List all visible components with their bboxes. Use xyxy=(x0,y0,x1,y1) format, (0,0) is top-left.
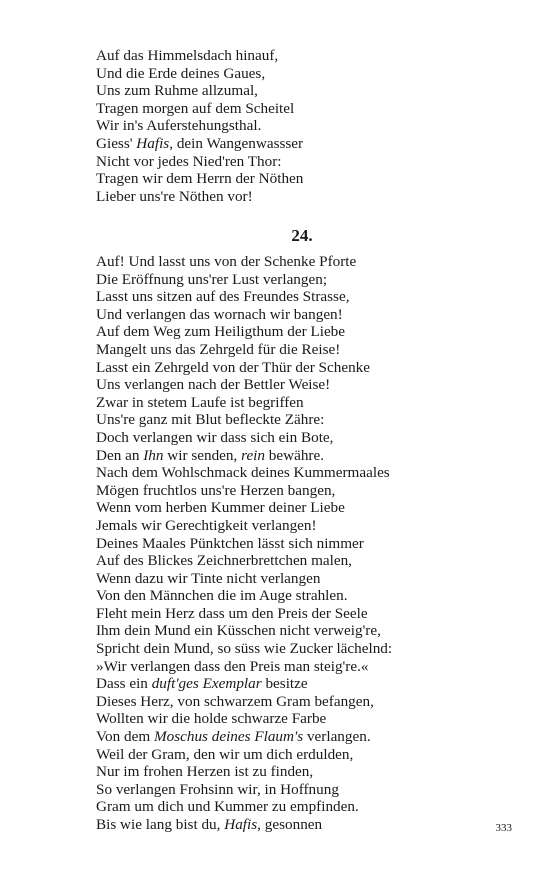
poem-line xyxy=(96,605,496,623)
poem-line-italic-text: duft'ges Exemplar xyxy=(151,675,262,693)
poem-line-text: bewähre. xyxy=(265,446,325,464)
poem-line xyxy=(96,517,496,535)
poem-line-text: Uns verlangen nach der Bettler Weise! xyxy=(96,376,331,394)
poem-line-text: Ihm dein Mund ein Küsschen nicht verweig're, xyxy=(96,622,381,640)
poem-line xyxy=(96,535,496,553)
poem-line xyxy=(96,763,496,781)
poem-line xyxy=(96,728,496,746)
poem-line xyxy=(96,816,496,834)
poem-line xyxy=(96,188,496,206)
poem-line-text: Lasst ein Zehrgeld von der Thür der Schenke xyxy=(96,358,370,376)
poem-line xyxy=(96,429,496,447)
poem-line xyxy=(96,693,496,711)
poem-line-text: Tragen wir dem Herrn der Nöthen xyxy=(96,170,304,188)
poem-line-text: Den an xyxy=(96,446,144,464)
poem-number-heading: 24. xyxy=(291,226,313,245)
poem-line xyxy=(96,552,496,570)
poem-line-text: Von dem xyxy=(96,728,154,746)
poem-line xyxy=(96,587,496,605)
poem-line xyxy=(96,100,496,118)
poem-line-text: Und die Erde deines Gaues, xyxy=(96,64,266,82)
poem-line xyxy=(96,170,496,188)
poem-line xyxy=(96,271,496,289)
poem-line xyxy=(96,798,496,816)
poem-line-text: Wollten wir die holde schwarze Farbe xyxy=(96,710,327,728)
poem-line-italic-text: Hafis xyxy=(136,134,170,152)
poem-line xyxy=(96,323,496,341)
poem-stanza-continued xyxy=(96,47,496,205)
poem-line xyxy=(96,499,496,517)
poem-line xyxy=(96,288,496,306)
poem-line xyxy=(96,65,496,83)
poem-line-text: Zwar in stetem Laufe ist begriffen xyxy=(96,393,304,411)
poem-line xyxy=(96,675,496,693)
poem-line-text: Auf! Und lasst uns von der Schenke Pforte xyxy=(96,253,357,270)
poem-line xyxy=(96,781,496,799)
poem-line-text: Weil der Gram, den wir um dich erdulden, xyxy=(96,745,354,763)
poem-line-text: Nur im frohen Herzen ist zu finden, xyxy=(96,763,314,781)
poem-line xyxy=(96,570,496,588)
poem-line-text: , dein Wangenwassser xyxy=(169,134,304,152)
poem-line xyxy=(96,47,496,65)
poem-line-text: verlangen. xyxy=(303,728,371,746)
poem-line-text: Wenn vom herben Kummer deiner Liebe xyxy=(96,499,345,517)
poem-line-text: Tragen morgen auf dem Scheitel xyxy=(96,99,295,117)
page-number: 333 xyxy=(495,822,512,834)
poem-line-text: »Wir verlangen dass den Preis man steig're.« xyxy=(96,657,369,675)
poem-line-text: Und verlangen das wornach wir bangen! xyxy=(96,305,343,323)
poem-line xyxy=(96,640,496,658)
poem-line-text: Deines Maales Pünktchen lässt sich nimmer xyxy=(96,534,364,552)
poem-line-italic-text: Hafis xyxy=(224,816,258,833)
poem-line xyxy=(96,411,496,429)
poem-line-text: Doch verlangen wir dass sich ein Bote, xyxy=(96,428,334,446)
poem-line-text: Uns're ganz mit Blut befleckte Zähre: xyxy=(96,411,325,429)
poem-line xyxy=(96,447,496,465)
poem-line xyxy=(96,746,496,764)
poem-line-text: So verlangen Frohsinn wir, in Hoffnung xyxy=(96,780,339,798)
poem-line xyxy=(96,153,496,171)
poem-line-text: Lasst uns sitzen auf des Freundes Strasse, xyxy=(96,288,350,306)
poem-line-text: Gram um dich und Kummer zu empfinden. xyxy=(96,798,359,816)
poem-line-text: Dass ein xyxy=(96,675,152,693)
poem-line-text: Auf des Blickes Zeichnerbrettchen malen, xyxy=(96,552,352,570)
poem-line xyxy=(96,622,496,640)
poem-line-text: Fleht mein Herz dass um den Preis der Seele xyxy=(96,604,368,622)
poem-line-text: Jemals wir Gerechtigkeit verlangen! xyxy=(96,516,317,534)
poem-line xyxy=(96,117,496,135)
poem-line xyxy=(96,464,496,482)
poem-line-text: Uns zum Ruhme allzumal, xyxy=(96,82,258,100)
poem-line xyxy=(96,135,496,153)
poem-line xyxy=(96,359,496,377)
poem-line-text: Die Eröffnung uns'rer Lust verlangen; xyxy=(96,270,328,288)
poem-line-text: Spricht dein Mund, so süss wie Zucker lächelnd: xyxy=(96,640,393,658)
poem-line xyxy=(96,253,496,271)
poem-line-text: Auf das Himmelsdach hinauf, xyxy=(96,47,279,64)
poem-line-italic-text: Ihn xyxy=(143,446,164,464)
poem-line-text: besitze xyxy=(261,675,308,693)
poem-line-text: Wir in's Auferstehungsthal. xyxy=(96,117,262,135)
poem-line-text: wir senden, xyxy=(163,446,242,464)
poem-line-italic-text: rein xyxy=(241,446,265,464)
poem-line-text: Von den Männchen die im Auge strahlen. xyxy=(96,587,348,605)
poem-stanza-24 xyxy=(96,253,496,834)
poem-line xyxy=(96,394,496,412)
poem-line-text: Bis wie lang bist du, xyxy=(96,816,225,833)
poem-line-text: Nicht vor jedes Nied'ren Thor: xyxy=(96,152,282,170)
poem-line-text: Giess' xyxy=(96,134,137,152)
poem-line-text: Lieber uns're Nöthen vor! xyxy=(96,187,253,205)
poem-line xyxy=(96,82,496,100)
poem-line xyxy=(96,482,496,500)
poem-line-text: Dieses Herz, von schwarzem Gram befangen, xyxy=(96,692,374,710)
poem-line-text: Mögen fruchtlos uns're Herzen bangen, xyxy=(96,481,336,499)
poem-line xyxy=(96,376,496,394)
poem-line-text: Wenn dazu wir Tinte nicht verlangen xyxy=(96,569,321,587)
poem-line-text: , gesonnen xyxy=(257,816,323,833)
poem-line xyxy=(96,341,496,359)
poem-line-text: Mangelt uns das Zehrgeld für die Reise! xyxy=(96,340,341,358)
poem-line-italic-text: Moschus deines Flaum's xyxy=(153,728,304,746)
poem-line xyxy=(96,306,496,324)
poem-line xyxy=(96,658,496,676)
poem-line xyxy=(96,710,496,728)
poem-line-text: Auf dem Weg zum Heiligthum der Liebe xyxy=(96,323,346,341)
poem-line-text: Nach dem Wohlschmack deines Kummermaales xyxy=(96,464,390,482)
